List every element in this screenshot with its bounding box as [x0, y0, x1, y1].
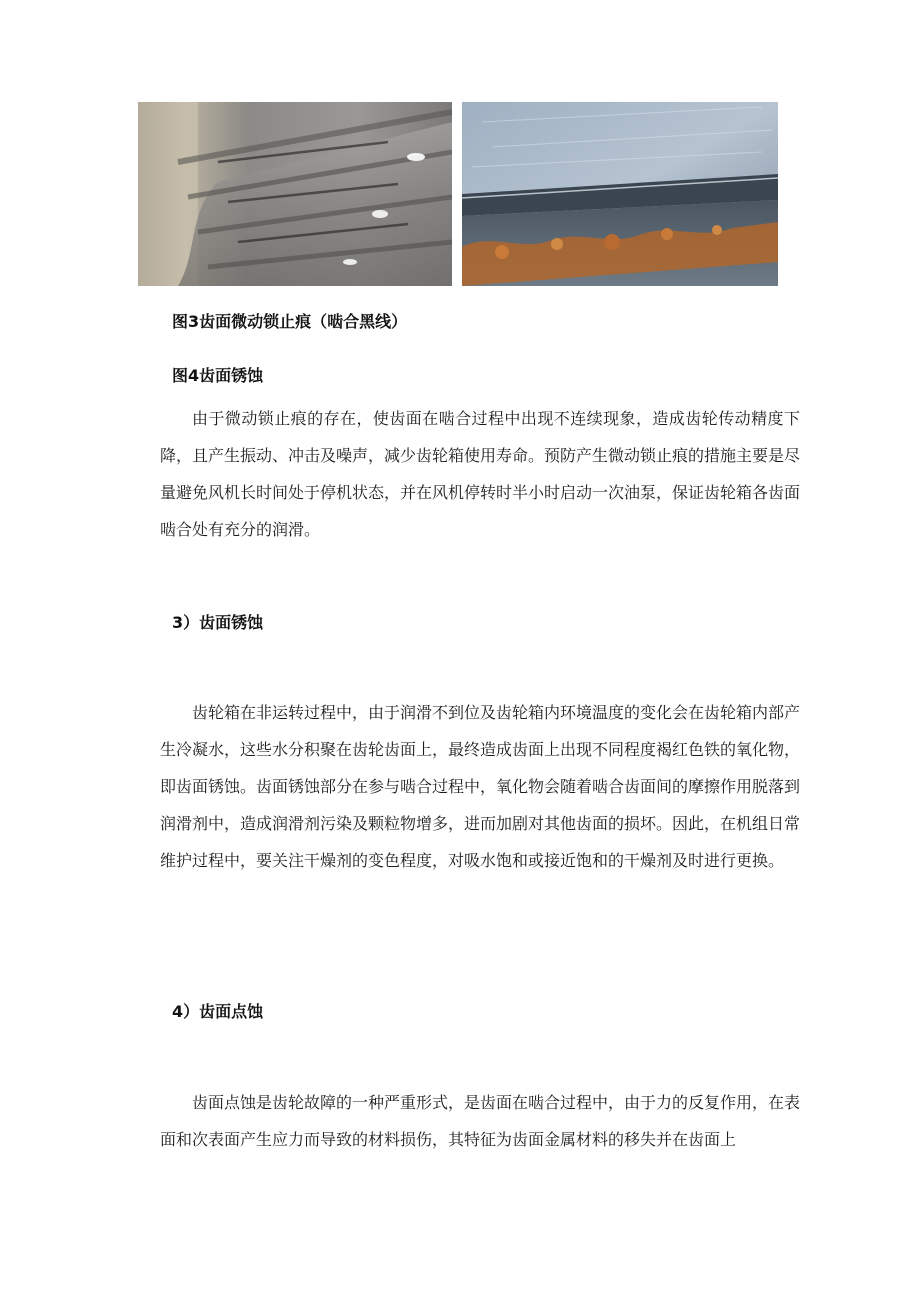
paragraph-pitting: 齿面点蚀是齿轮故障的一种严重形式，是齿面在啮合过程中，由于力的反复作用，在表面和次表面产生应力而导致的材料损伤，其特征为齿面金属材料的移失并在齿面上 — [160, 1093, 801, 1149]
paragraph-rust: 齿轮箱在非运转过程中，由于润滑不到位及齿轮箱内环境温度的变化会在齿轮箱内部产生冷凝水，这些水分积聚在齿轮齿面上，最终造成齿面上出现不同程度褐红色铁的氧化物，即齿面锈蚀。齿面锈蚀部分在参与啮合过程中，氧化物会随着啮合齿面间的摩擦作用脱落到润滑剂中，造成润滑剂污染及颗粒物增多，进而加剧对其他齿面的损坏。因此，在机组日常维护过程中，要关注干燥剂的变色程度，对吸水饱和或接近饱和的干燥剂及时进行更换。 — [160, 703, 801, 870]
figure-3-caption: 图3齿面微动锁止痕（啮合黑线） — [172, 312, 408, 331]
gear-fretting-photo — [138, 102, 452, 286]
figure-row — [138, 102, 778, 286]
figure-4-caption: 图4齿面锈蚀 — [172, 366, 264, 385]
section-heading-rust: 3）齿面锈蚀 — [172, 613, 264, 632]
paragraph-fretting-effects: 由于微动锁止痕的存在，使齿面在啮合过程中出现不连续现象，造成齿轮传动精度下降，且产生振动、冲击及噪声，减少齿轮箱使用寿命。预防产生微动锁止痕的措施主要是尽量避免风机长时间处于停机状态，并在风机停转时半小时启动一次油泵，保证齿轮箱各齿面啮合处有充分的润滑。 — [160, 409, 801, 539]
gear-rust-photo — [462, 102, 778, 286]
section-heading-pitting: 4）齿面点蚀 — [172, 1002, 264, 1021]
